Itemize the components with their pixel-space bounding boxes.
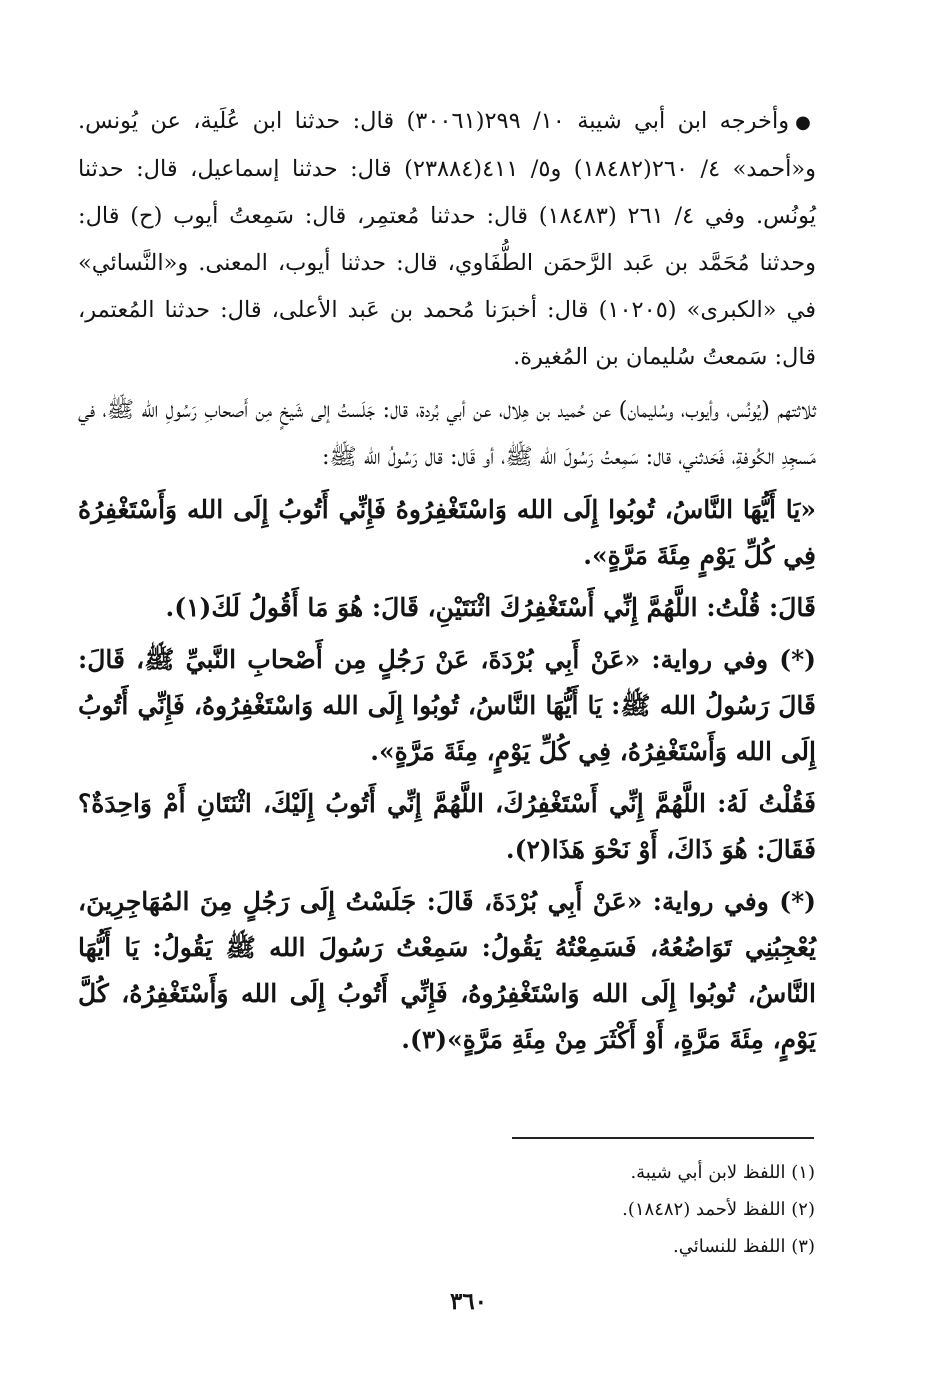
page-number: ٣٦٠ (449, 1288, 488, 1315)
hadith-text: «يَا أَيُّهَا النَّاسُ، تُوبُوا إِلَى الله وَاسْتَغْفِرُوهُ فَإِنِّي أَتُوبُ إِلَى الله وَأَسْتَغْفِرُهُ فِي كُلِّ يَوْمٍ مِئَةَ مَرَّةٍ». (78, 495, 816, 570)
page-body (78, 98, 816, 1069)
narration-variant-1-continuation: فَقُلْتُ لَهُ: اللَّهُمَّ إِنِّي أَسْتَغْفِرُكَ، اللَّهُمَّ إِنِّي أَتُوبُ إِلَيْكَ، اثْنَتَانِ أَمْ وَاحِدَةٌ؟ فَقَالَ: هُوَ ذَاكَ، أَوْ نَحْوَ هَذَا(٢). (78, 789, 816, 864)
footnotes (315, 1154, 815, 1265)
narration-variant-1: (*) وفي رواية: «عَنْ أَبِي بُرْدَةَ، عَنْ رَجُلٍ مِن أَصْحابِ النَّبيِّ ﷺ، قَالَ: قَالَ رَسُولُ الله ﷺ: يَا أَيُّهَا النَّاسُ، تُوبُوا إِلَى الله وَاسْتَغْفِرُوهُ، فَإِنِّي أَتُوبُ إِلَى الله وَأَسْتَغْفِرُهُ، فِي كُلِّ يَوْمٍ، مِئَةَ مَرَّةٍ». (78, 645, 816, 766)
takhrij-text: وأخرجه ابن أبي شيبة ١٠/ ٢٩٩(٣٠٠٦١) قال: حدثنا ابن عُلَية، عن يُونس. و«أحمد» ٤/ ٢٦٠(١٨٤٨٢) و٥/ ٤١١(٢٣٨٨٤) قال: حدثنا إسماعيل، قال: حدثنا يُونُس. وفي ٤/ ٢٦١ (١٨٤٨٣) قال: حدثنا مُعتمِر، قال: سَمِعتُ أيوب (ح) قال: وحدثنا مُحَمَّد بن عَبد الرَّحمَن الطُّفَاوي، قال: حدثنا أيوب، المعنى. و«النَّسائي» في «الكبرى» (١٠٢٠٥) قال: أخبرَنا مُحمد بن عَبد الأعلى، قال: حدثنا المُعتمر، قال: سَمعتُ سُليمان بن المُغيرة. (78, 108, 817, 370)
isnad-paragraph: ثلاثتهم (يُونُس، وأيوب، وسُليمان) عن حُميد بن هِلال، عن أبي بُردة، قال: جَلَستُ إلى شَيخٍ مِن أَصحابِ رَسُولِ الله ﷺ، في مَسجِدِ الكُوفةِ، فَحَدثني، قال: سَمِعتُ رَسُولَ الله ﷺ، أو قَال: قال رَسُولُ الله ﷺ: (78, 397, 816, 470)
footnote-3: (٣) اللفظ للنسائي. (673, 1236, 815, 1257)
bullet-icon: ● (795, 112, 816, 133)
hadith-continuation: قَالَ: قُلْتُ: اللَّهُمَّ إِنِّي أَسْتَغْفِرُكَ اثْنَتَيْنِ، قَالَ: هُوَ مَا أَقُولُ لَكَ(١). (165, 593, 816, 622)
footnote-1: (١) اللفظ لابن أبي شيبة. (630, 1162, 815, 1183)
narration-variant-2: (*) وفي رواية: «عَنْ أَبِي بُرْدَةَ، قَالَ: جَلَسْتُ إِلَى رَجُلٍ مِنَ المُهَاجِرِينَ، يُعْجِبُنِي تَوَاضُعُهُ، فَسَمِعْتُهُ يَقُولُ: سَمِعْتُ رَسُولَ الله ﷺ يَقُولُ: يَا أَيُّهَا النَّاسُ، تُوبُوا إِلَى الله وَاسْتَغْفِرُوهُ، فَإِنِّي أَتُوبُ إِلَى الله وَأَسْتَغْفِرُهُ، كُلَّ يَوْمٍ، مِئَةَ مَرَّةٍ، أَوْ أَكْثَرَ مِنْ مِئَةِ مَرَّةٍ»(٣). (78, 887, 816, 1054)
footnote-divider (512, 1137, 814, 1139)
footnote-2: (٢) اللفظ لأحمد (١٨٤٨٢). (622, 1199, 815, 1220)
takhrij-paragraph (78, 98, 816, 381)
